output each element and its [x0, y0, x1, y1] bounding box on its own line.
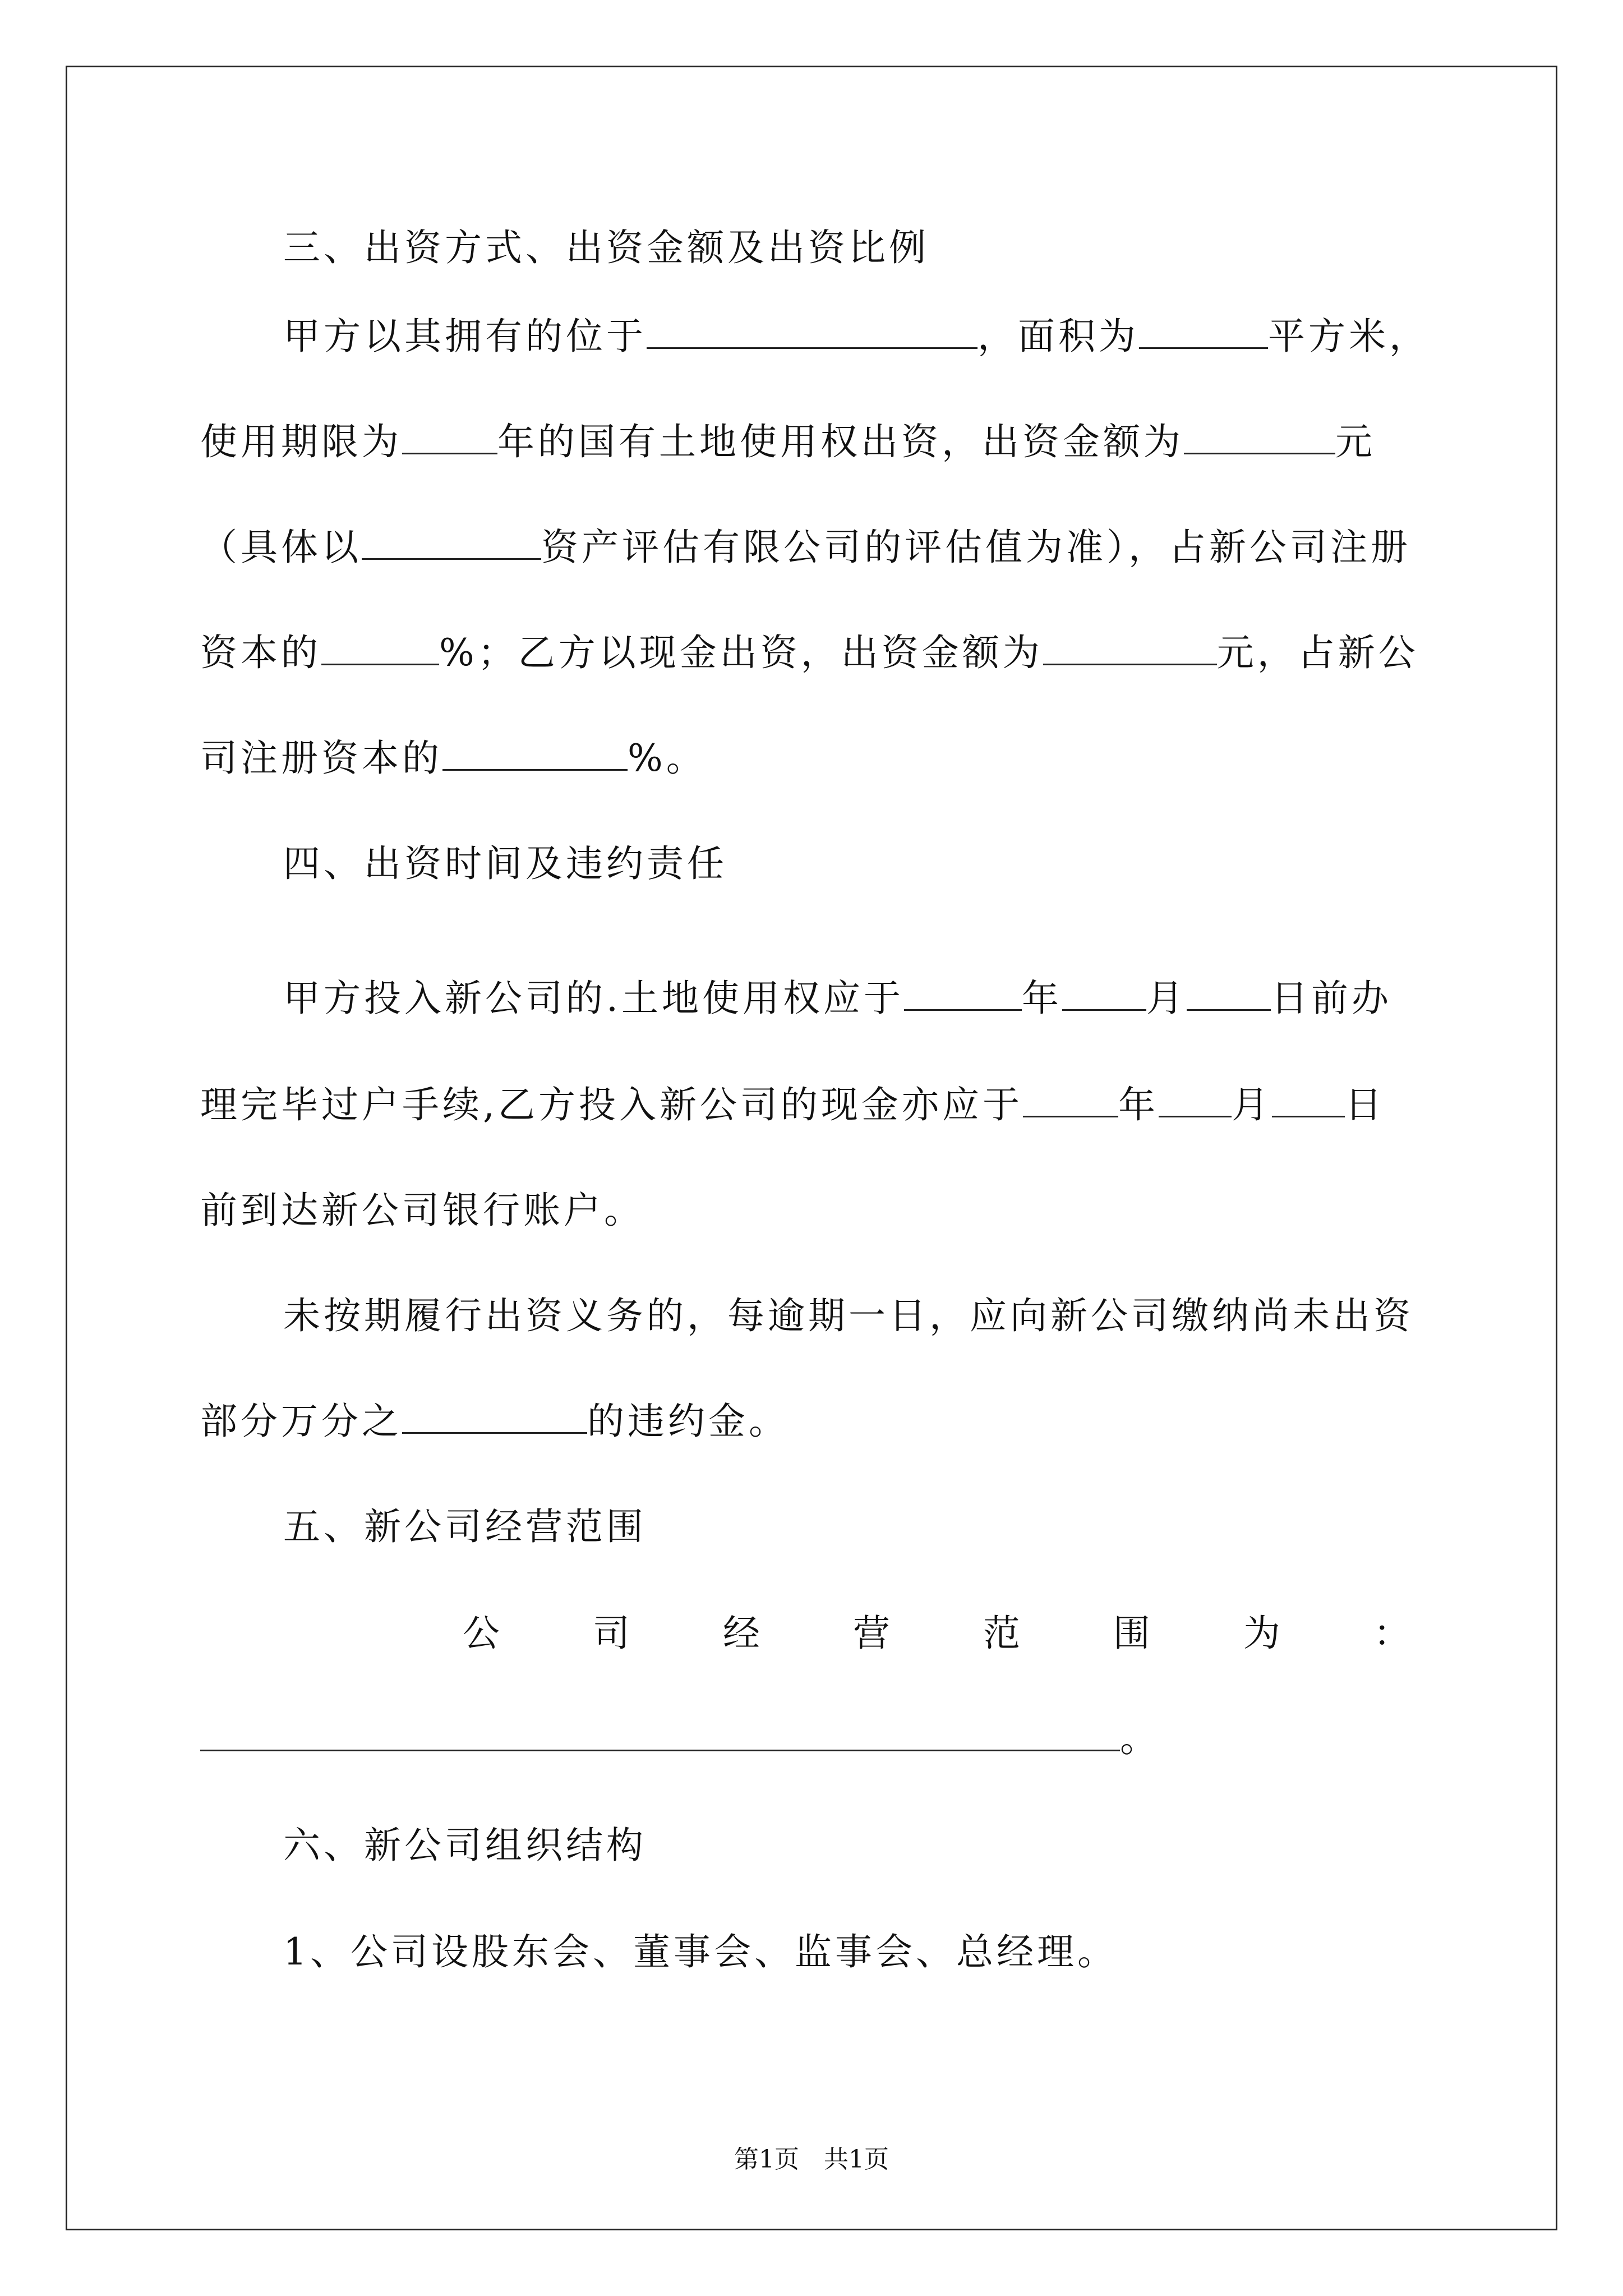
page-border [66, 66, 1557, 2230]
amount-blank [1184, 421, 1335, 454]
term-years-blank [402, 421, 497, 454]
paragraph-line: 理完毕过户手续,乙方投入新公司的现金亦应于 年 月 日 [200, 1083, 1385, 1126]
paragraph-line: 甲方投入新公司的.土地使用权应于 年 月 日前办 [283, 977, 1392, 1020]
business-scope-line: 公 司 经 营 范 围 为 ： [463, 1612, 1410, 1655]
year-blank [904, 978, 1022, 1011]
business-scope-blank [200, 1718, 1120, 1751]
paragraph-line: 。 [200, 1717, 1160, 1761]
paragraph-line: 部分万分之 的违约金。 [200, 1400, 789, 1443]
area-blank [1139, 316, 1268, 349]
year-blank [1023, 1084, 1118, 1117]
cash-amount-blank [1043, 632, 1217, 665]
paragraph-line: 司注册资本的 %。 [200, 737, 707, 780]
month-blank [1159, 1084, 1232, 1117]
day-blank [1187, 978, 1271, 1011]
paragraph-line: 资本的 %；乙方以现金出资，出资金额为 元，占新公 [200, 631, 1419, 674]
penalty-rate-blank [402, 1401, 587, 1434]
day-blank [1272, 1084, 1345, 1117]
appraiser-blank [362, 527, 541, 560]
page-footer: 第1页 共1页 [734, 2145, 889, 2174]
month-blank [1062, 978, 1146, 1011]
paragraph-line: （具体以 资产评估有限公司的评估值为准），占新公司注册 [200, 526, 1411, 569]
list-item: 1、公司设股东会、董事会、监事会、总经理。 [283, 1930, 1118, 1973]
section-6-heading: 六、新公司组织结构 [283, 1824, 647, 1867]
section-4-heading: 四、出资时间及违约责任 [283, 842, 727, 885]
percent-blank [442, 738, 628, 771]
paragraph-line: 甲方以其拥有的位于 ，面积为 平方米， [283, 315, 1430, 358]
section-5-heading: 五、新公司经营范围 [283, 1505, 647, 1548]
paragraph-line: 未按期履行出资义务的，每逾期一日，应向新公司缴纳尚未出资 [283, 1294, 1414, 1337]
paragraph-line: 使用期限为 年的国有土地使用权出资，出资金额为 元 [200, 420, 1376, 463]
paragraph-line: 前到达新公司银行账户。 [200, 1189, 644, 1232]
percent-blank [321, 632, 439, 665]
section-3-heading: 三、出资方式、出资金额及出资比例 [283, 226, 929, 269]
location-blank [647, 316, 978, 349]
